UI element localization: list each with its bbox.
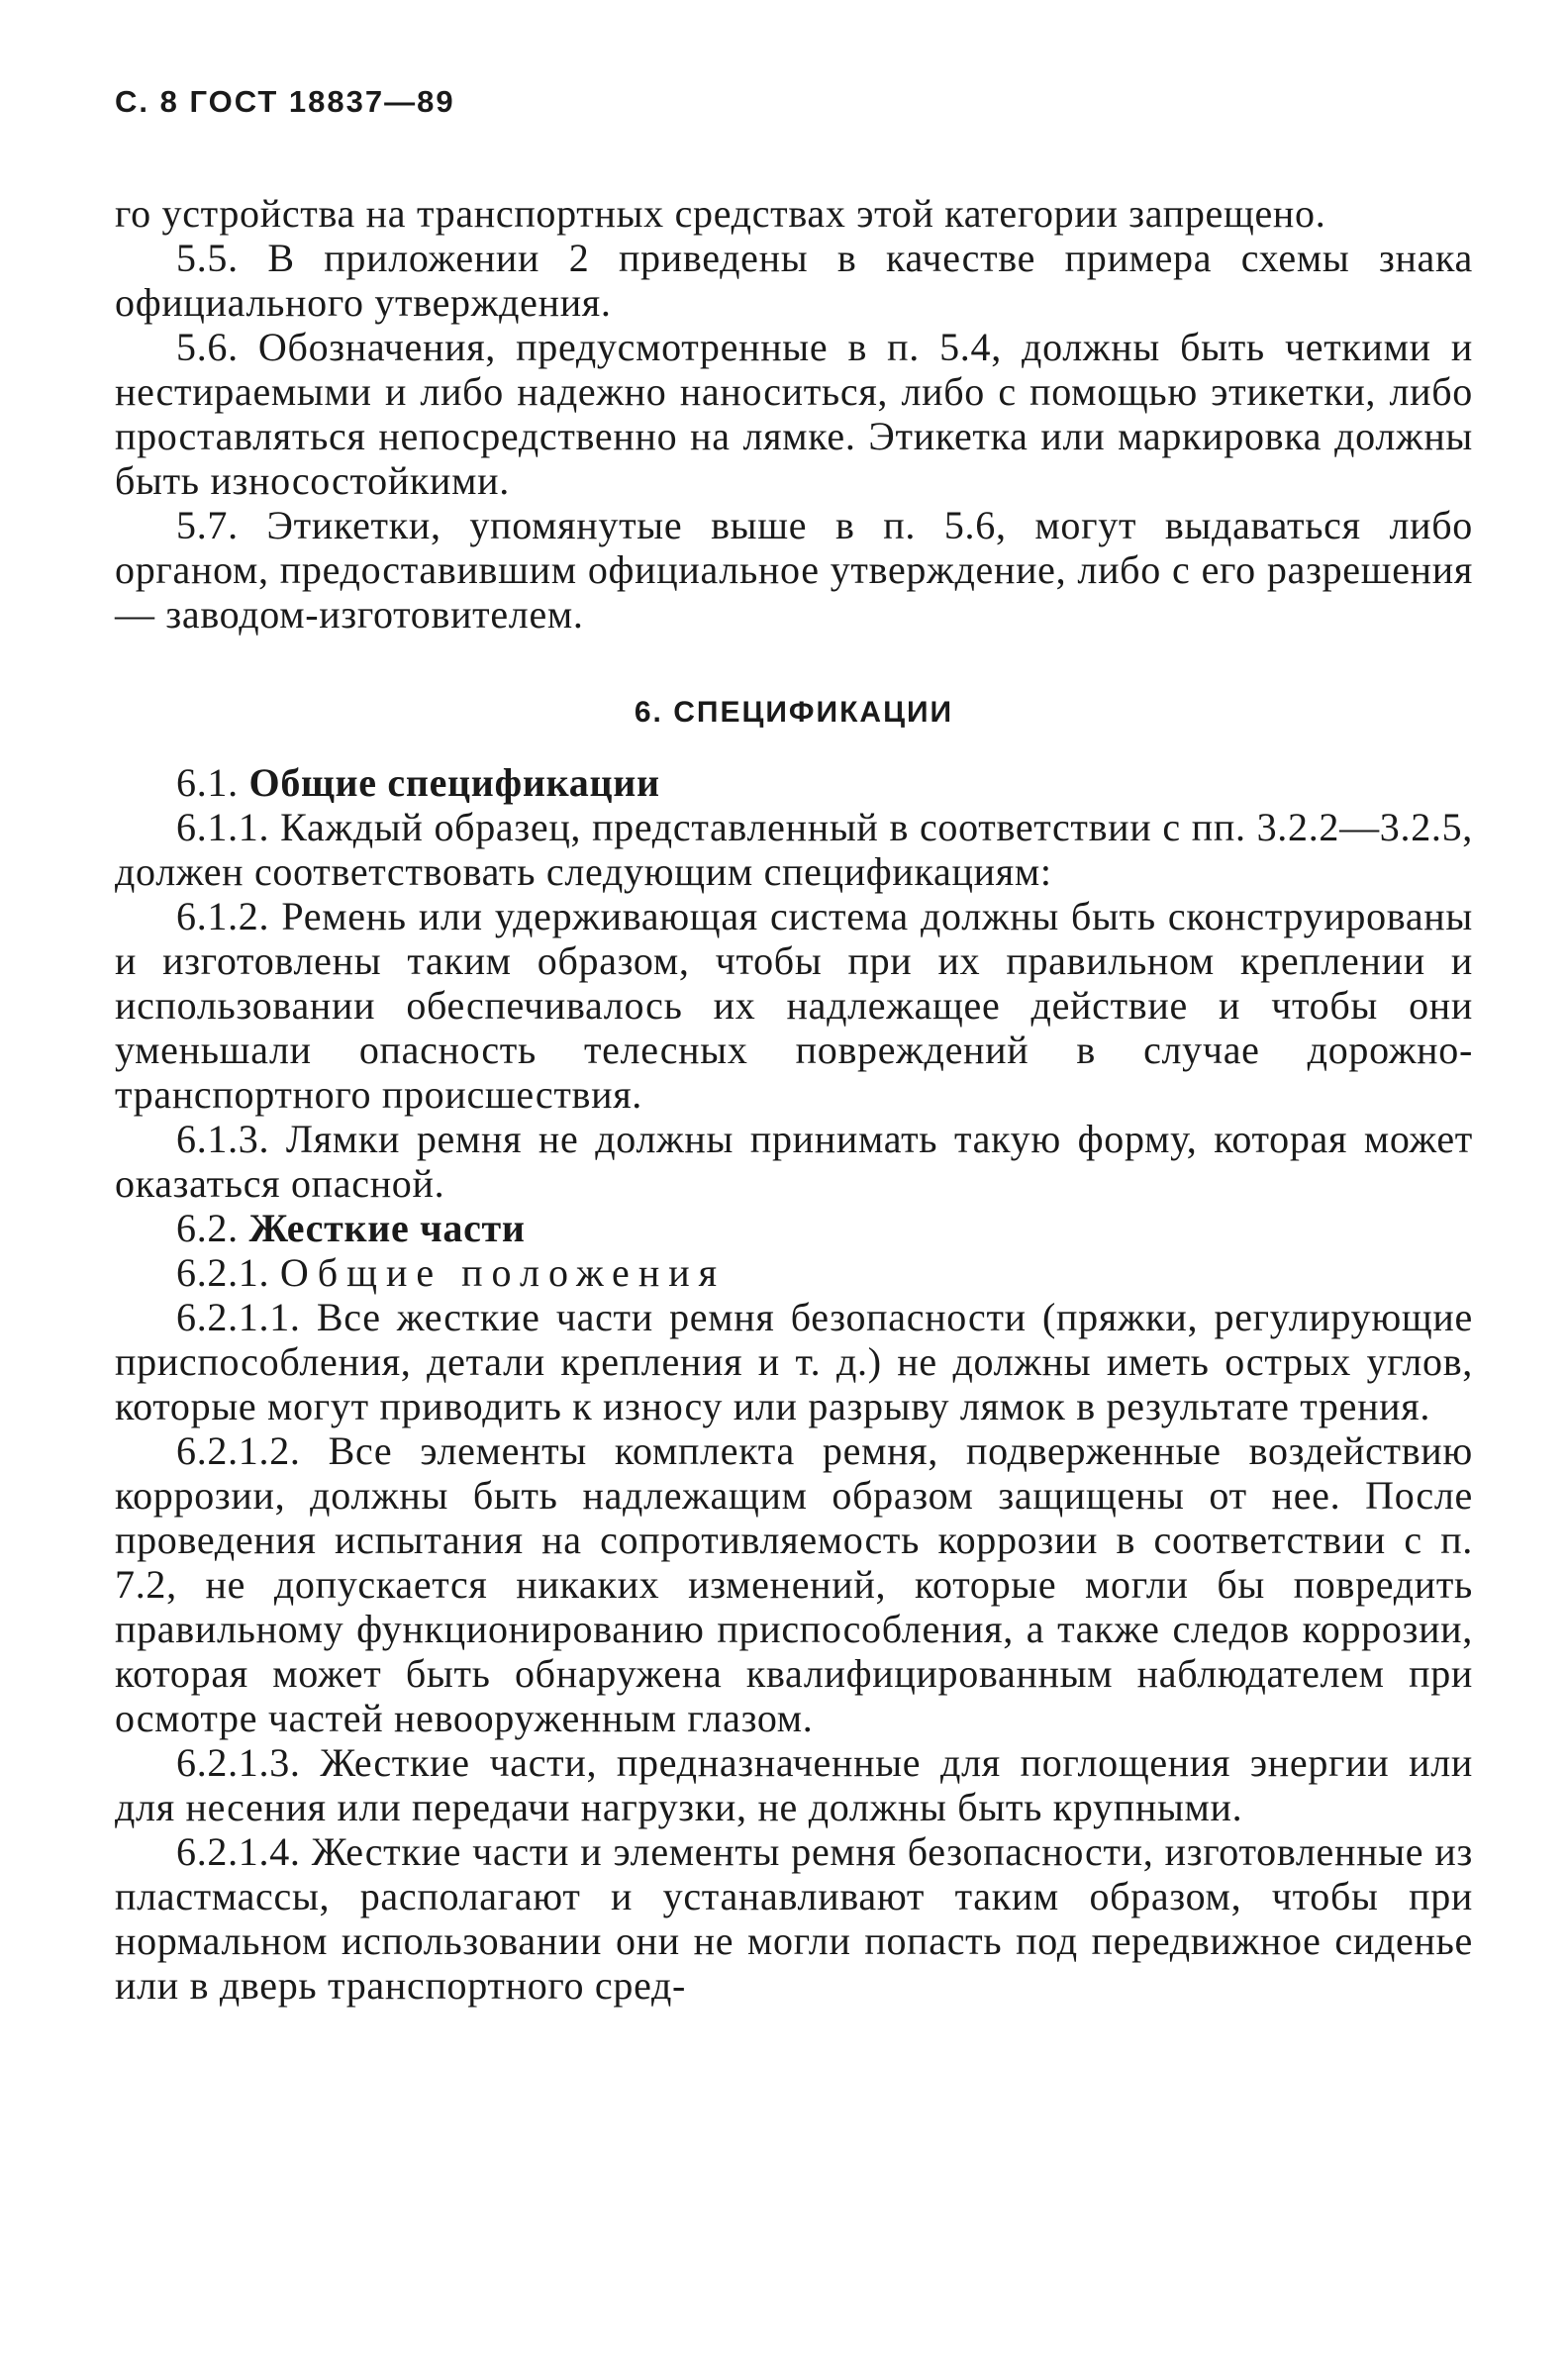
paragraph-6-1-1: 6.1.1. Каждый образец, представленный в соответствии с пп. 3.2.2—3.2.5, должен соответствовать следующим спецификациям:	[115, 805, 1473, 894]
paragraph-continued: го устройства на транспортных средствах этой категории запрещено.	[115, 191, 1326, 236]
subsection-6-2-1-number: 6.2.1.	[176, 1250, 270, 1295]
subsection-6-1-title: Общие спецификации	[248, 760, 660, 805]
subsection-6-1-number: 6.1.	[176, 760, 239, 805]
subsection-6-2-1-title: Общие положения	[279, 1250, 727, 1295]
paragraph-6-2-1-4: 6.2.1.4. Жесткие части и элементы ремня безопасности, изготовленные из пластмассы, располагают и устанавливают таким образом, чтобы при нормальном использовании они не могли попасть под передвижное сиденье или в дверь транспортного сред-	[115, 1829, 1473, 2008]
paragraph-6-1-3: 6.1.3. Лямки ремня не должны принимать такую форму, которая может оказаться опасной.	[115, 1117, 1473, 1206]
paragraph-6-2-1-3: 6.2.1.3. Жесткие части, предназначенные для поглощения энергии или для несения или передачи нагрузки, не должны быть крупными.	[115, 1740, 1473, 1829]
document-page	[115, 79, 1473, 2008]
section-title: 6. СПЕЦИФИКАЦИИ	[634, 696, 954, 729]
subsection-6-1	[115, 760, 1473, 805]
paragraph-6-2-1-1: 6.2.1.1. Все жесткие части ремня безопасности (пряжки, регулирующие приспособления, детали крепления и т. д.) не должны иметь острых углов, которые могут приводить к износу или разрыву лямок в результате трения.	[115, 1295, 1473, 1428]
subsection-6-2	[115, 1206, 1473, 1250]
subsection-6-2-title: Жесткие части	[248, 1206, 526, 1250]
paragraph-6-2-1-2: 6.2.1.2. Все элементы комплекта ремня, подверженные воздействию коррозии, должны быть надлежащим образом защищены от нее. После проведения испытания на сопротивляемость коррозии в соответствии с п. 7.2, не допускается никаких изменений, которые могли бы повредить правильному функционированию приспособления, а также следов коррозии, которая может быть обнаружена квалифицированным наблюдателем при осмотре частей невооруженным глазом.	[115, 1428, 1473, 1740]
paragraph-5-5: 5.5. В приложении 2 приведены в качестве примера схемы знака официального утверждения.	[115, 236, 1473, 325]
page-header: С. 8 ГОСТ 18837—89	[115, 84, 455, 119]
paragraph-6-1-2: 6.1.2. Ремень или удерживающая система должны быть сконструированы и изготовлены таким образом, чтобы при их правильном креплении и использовании обеспечивалось их надлежащее действие и чтобы они уменьшали опасность телесных повреждений в случае дорожно-транспортного происшествия.	[115, 894, 1473, 1117]
paragraph-5-7: 5.7. Этикетки, упомянутые выше в п. 5.6, могут выдаваться либо органом, предоставившим официальное утверждение, либо с его разрешения — заводом-изготовителем.	[115, 503, 1473, 637]
paragraph-5-6: 5.6. Обозначения, предусмотренные в п. 5.4, должны быть четкими и нестираемыми и либо надежно наноситься, либо с помощью этикетки, либо проставляться непосредственно на лямке. Этикетка или маркировка должны быть износостойкими.	[115, 325, 1473, 503]
subsection-6-2-1	[115, 1250, 1473, 1295]
subsection-6-2-number: 6.2.	[176, 1206, 239, 1250]
